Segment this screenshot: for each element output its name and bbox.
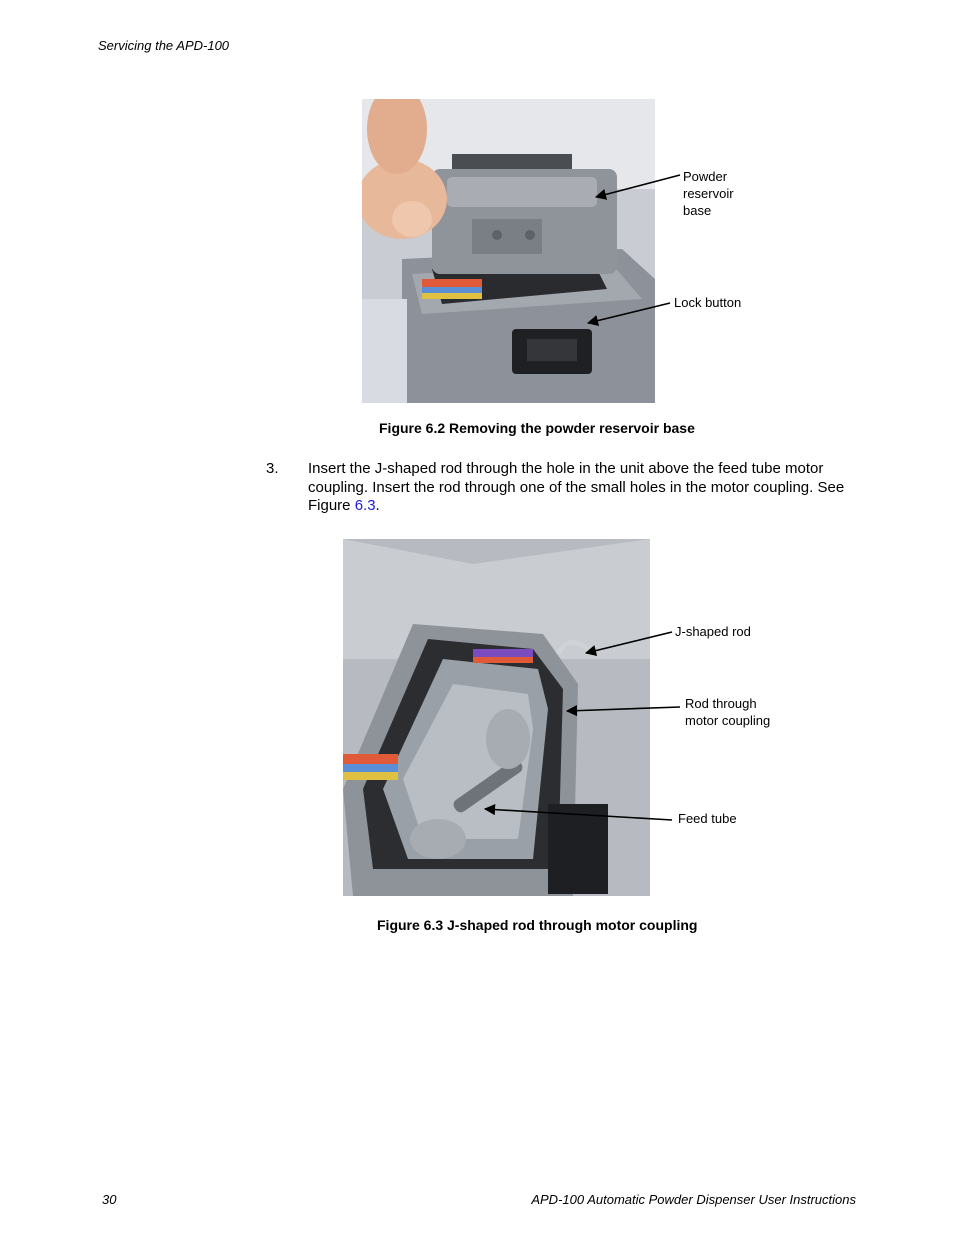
callout-rod-through-motor-coupling: Rod through motor coupling <box>685 696 771 728</box>
figure-6-2-caption: Figure 6.2 Removing the powder reservoir base <box>379 420 695 436</box>
figure-6-3-link[interactable]: 6.3 <box>354 497 376 514</box>
callout-j-shaped-rod: J-shaped rod <box>675 624 751 639</box>
step-number: 3. <box>266 460 279 477</box>
running-header: Servicing the APD-100 <box>98 38 230 53</box>
page-number: 30 <box>102 1192 117 1207</box>
photo-j-shaped-rod <box>343 539 650 896</box>
figure-6-3-caption: Figure 6.3 J-shaped rod through motor coupling <box>377 917 698 933</box>
photo-removing-reservoir-base <box>362 99 655 403</box>
callout-feed-tube: Feed tube <box>678 811 737 826</box>
callout-powder-reservoir-base: Powder reservoir base <box>683 169 734 218</box>
footer-doc-title: APD-100 Automatic Powder Dispenser User Instructions <box>531 1192 856 1207</box>
callout-lock-button: Lock button <box>674 295 742 310</box>
step-text: Insert the J-shaped rod through the hole in the unit above the feed tube motor coupling. Insert the rod through one of the small holes in the motor coupling. See Figure 6.3. <box>308 460 845 514</box>
